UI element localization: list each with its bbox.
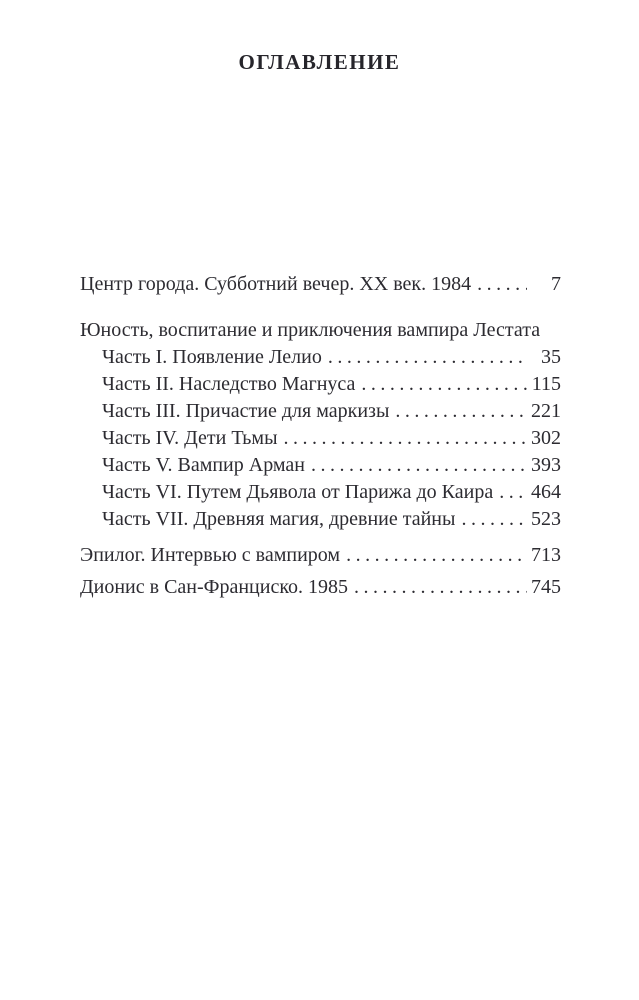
table-of-contents: [80, 271, 561, 601]
page-number: 464: [531, 481, 561, 503]
toc-entry-label: Часть III. Причастие для маркизы: [102, 400, 390, 422]
toc-entry-label: Часть IV. Дети Тьмы: [102, 427, 278, 449]
toc-title: ОГЛАВЛЕНИЕ: [238, 50, 401, 74]
page-number: 393: [531, 454, 561, 476]
toc-entry: [80, 398, 561, 425]
toc-entry-label: Центр города. Субботний вечер. XX век. 1984: [80, 273, 472, 295]
toc-entry-label: Часть II. Наследство Магнуса: [102, 373, 356, 395]
toc-entry: [80, 479, 561, 506]
page-number: 7: [551, 273, 561, 295]
toc-entry: [80, 452, 561, 479]
page-number: 713: [531, 544, 561, 566]
toc-entry-label: Часть I. Появление Лелио: [102, 346, 322, 368]
dot-leader: [477, 271, 527, 298]
page-number: 745: [531, 576, 561, 598]
page-number: 221: [531, 400, 561, 422]
toc-entry: [80, 271, 561, 298]
toc-section-label: Юность, воспитание и приключения вампира Лестата: [80, 319, 541, 341]
dot-leader: [354, 574, 527, 601]
dot-leader: [361, 371, 527, 398]
toc-entry: [80, 425, 561, 452]
dot-leader: [499, 479, 527, 506]
dot-leader: [284, 425, 527, 452]
toc-entry-label: Часть VI. Путем Дьявола от Парижа до Каира: [102, 481, 494, 503]
page-number: 115: [531, 373, 561, 395]
toc-entry-label: Дионис в Сан-Франциско. 1985: [80, 576, 349, 598]
dot-leader: [328, 344, 527, 371]
toc-entry: [80, 371, 561, 398]
dot-leader: [395, 398, 527, 425]
toc-section-header: [80, 317, 561, 344]
page-number: 523: [531, 508, 561, 530]
dot-leader: [346, 542, 527, 569]
toc-entry: [80, 344, 561, 371]
toc-entry-label: Эпилог. Интервью с вампиром: [80, 544, 341, 566]
dot-leader: [311, 452, 527, 479]
toc-entry-label: Часть V. Вампир Арман: [102, 454, 305, 476]
toc-entry: [80, 506, 561, 533]
dot-leader: [461, 506, 527, 533]
toc-entry-label: Часть VII. Древняя магия, древние тайны: [102, 508, 456, 530]
toc-entry: [80, 574, 561, 601]
toc-entry: [80, 542, 561, 569]
page-number: 302: [531, 427, 561, 449]
page-number: 35: [541, 346, 561, 368]
